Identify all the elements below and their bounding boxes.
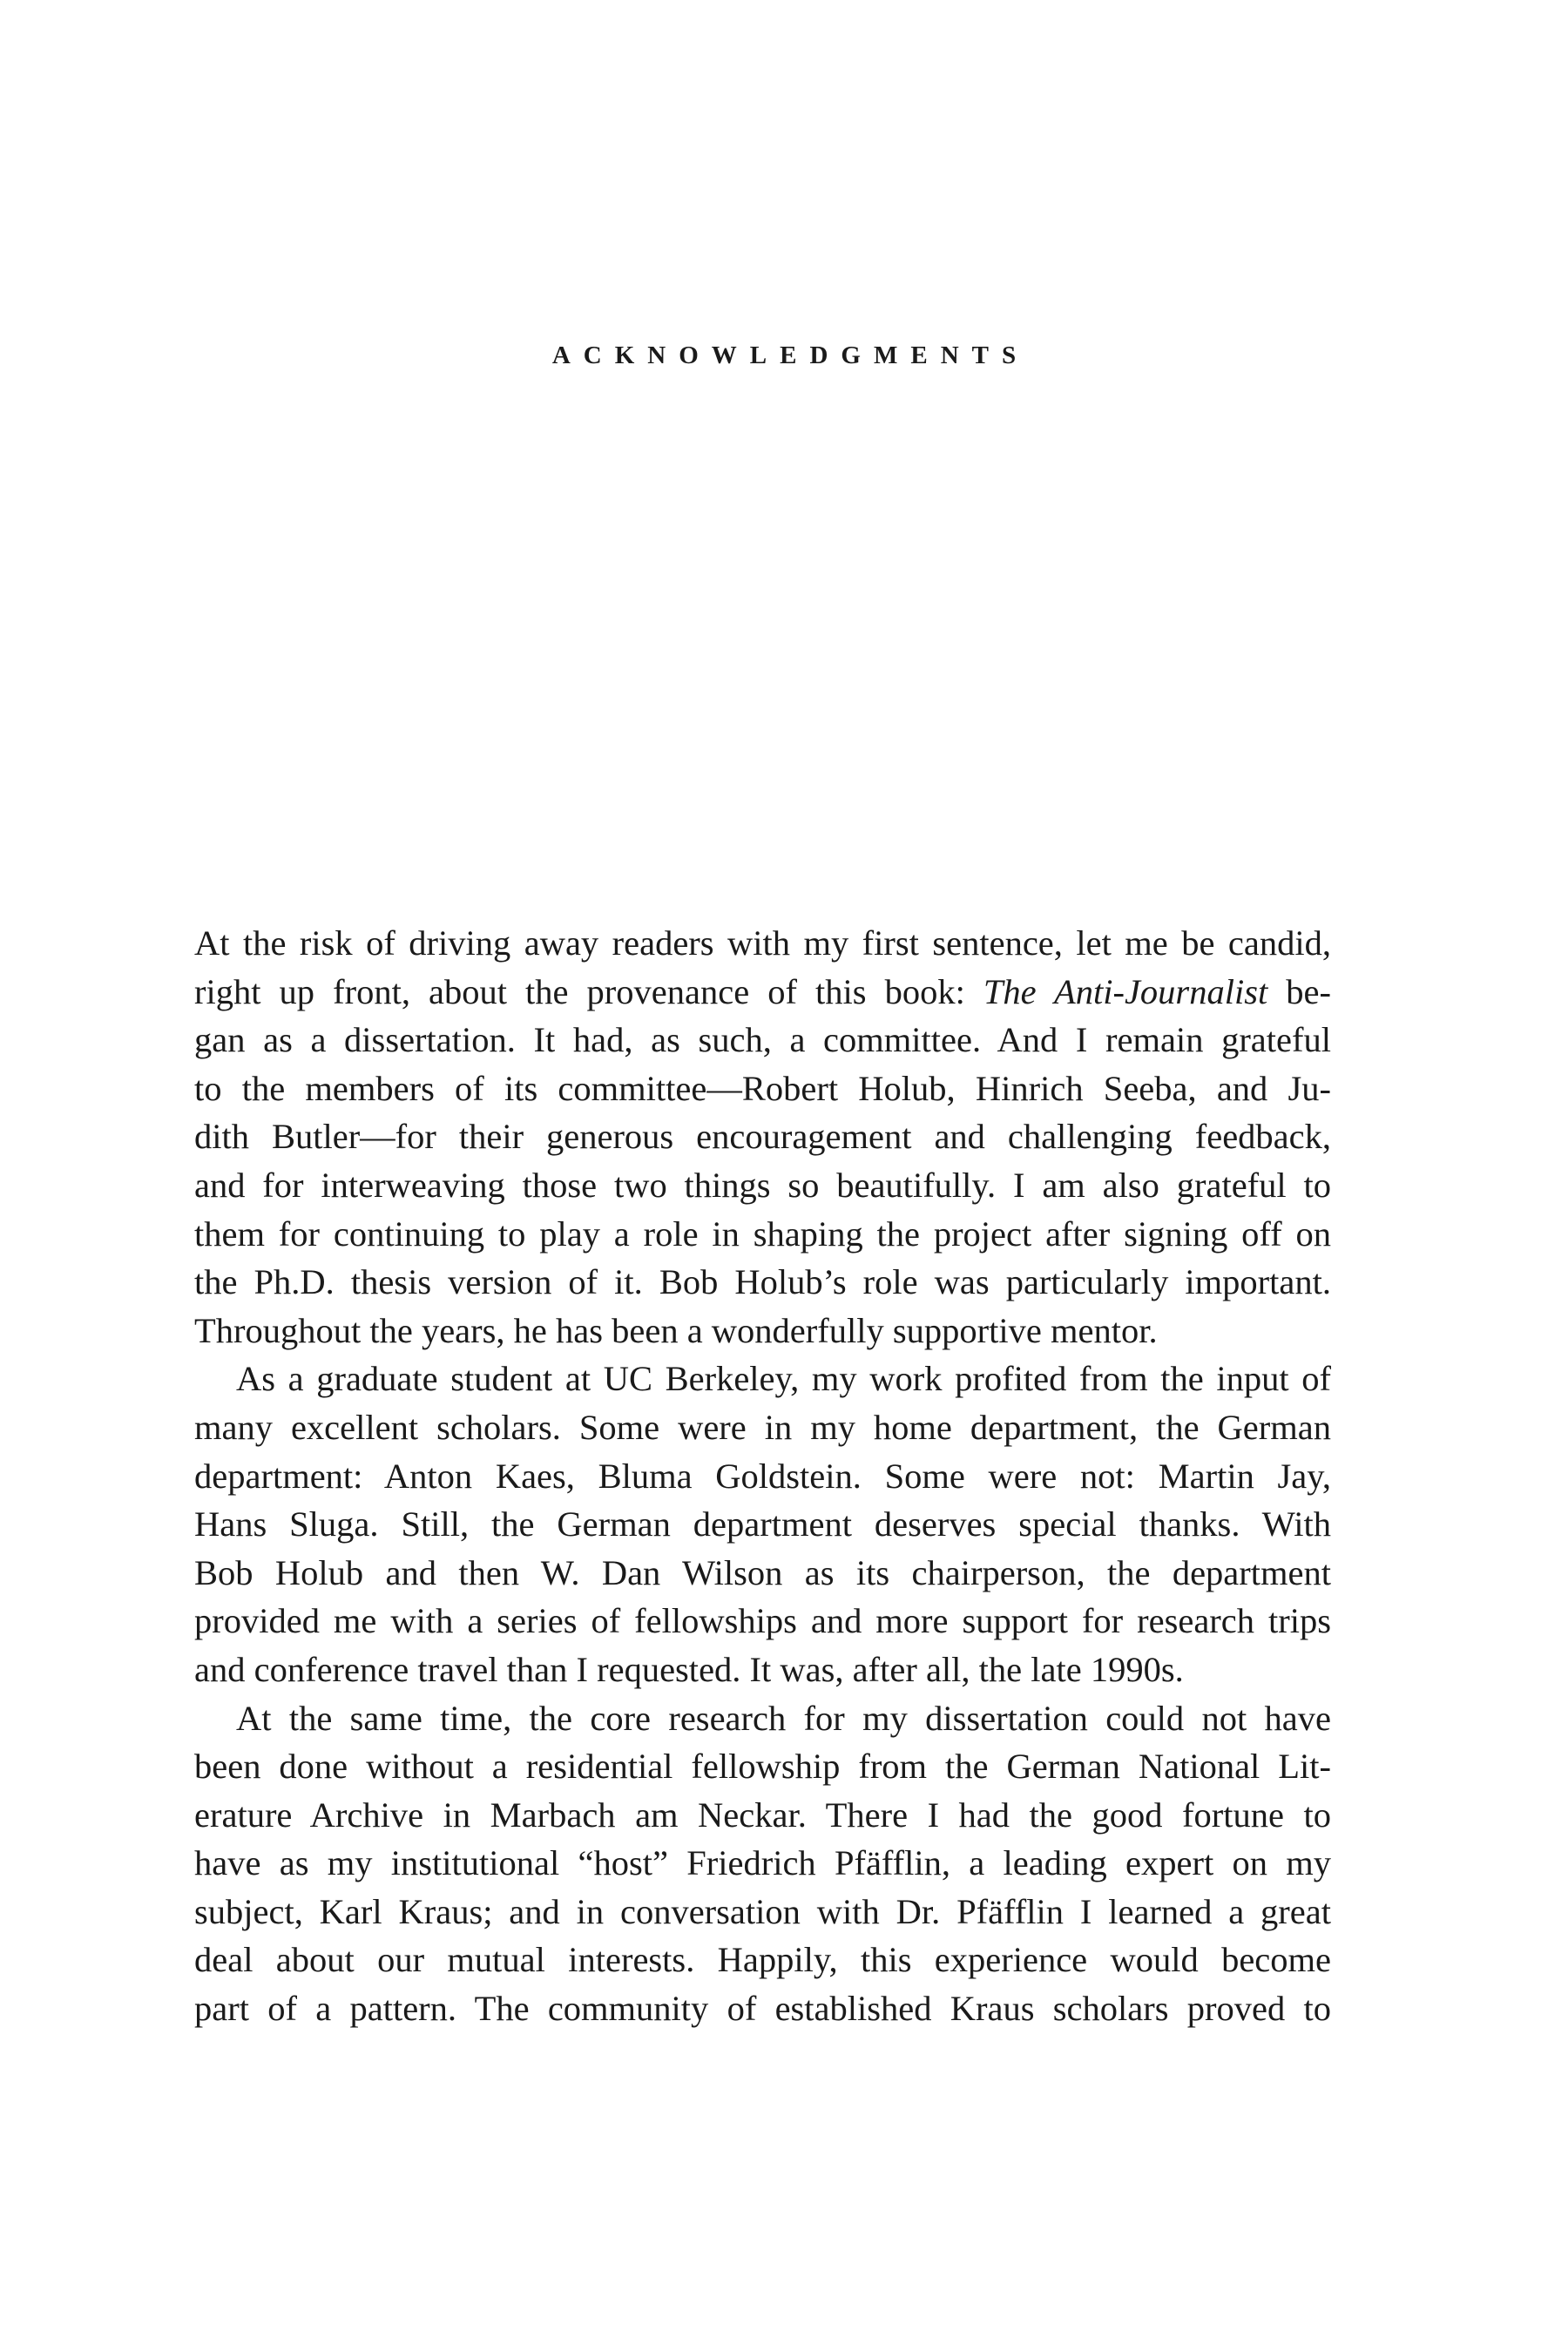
text-segment: right up front, about the provenance of this book: <box>194 971 983 1011</box>
text-line: At the same time, the core research for my dissertation could not have <box>236 1698 1331 1738</box>
paragraph-1 <box>194 919 1331 1355</box>
text-line: have as my institutional “host” Friedrich Pfäfflin, a leading expert on my <box>194 1843 1331 1883</box>
paragraph-2 <box>194 1355 1331 1693</box>
text-line: subject, Karl Kraus; and in conversation with Dr. Pfäfflin I learned a great <box>194 1891 1331 1931</box>
text-line: dith Butler—for their generous encouragement and challenging feedback, <box>194 1117 1331 1157</box>
text-line: the Ph.D. thesis version of it. Bob Holub’s role was particularly important. <box>194 1262 1331 1302</box>
text-line: many excellent scholars. Some were in my home department, the German <box>194 1407 1331 1447</box>
text-line: Bob Holub and then W. Dan Wilson as its chairperson, the department <box>194 1552 1331 1592</box>
text-line: gan as a dissertation. It had, as such, a committee. And I remain grateful <box>194 1020 1331 1060</box>
text-line: erature Archive in Marbach am Neckar. There I had the good fortune to <box>194 1794 1331 1835</box>
text-line: provided me with a series of fellowships and more support for research trips <box>194 1601 1331 1641</box>
text-line: deal about our mutual interests. Happily, this experience would become <box>194 1940 1331 1980</box>
text-line: and conference travel than I requested. It was, after all, the late 1990s. <box>194 1649 1184 1689</box>
text-line: Throughout the years, he has been a wonderfully supportive mentor. <box>194 1310 1158 1350</box>
text-line: and for interweaving those two things so beautifully. I am also grateful to <box>194 1165 1331 1205</box>
book-title: The Anti-Journalist <box>983 971 1268 1011</box>
text-line: part of a pattern. The community of established Kraus scholars proved to <box>194 1989 1331 2029</box>
text-line: to the members of its committee—Robert Holub, Hinrich Seeba, and Ju- <box>194 1068 1331 1108</box>
text-line: been done without a residential fellowship from the German National Lit- <box>194 1747 1331 1787</box>
body-text <box>194 919 1331 2033</box>
text-line: them for continuing to play a role in shaping the project after signing off on <box>194 1213 1331 1254</box>
text-line: Hans Sluga. Still, the German department deserves special thanks. With <box>194 1504 1331 1544</box>
paragraph-3 <box>194 1694 1331 2033</box>
page-heading: ACKNOWLEDGMENTS <box>551 341 1030 369</box>
text-line <box>194 968 1331 1017</box>
text-line: As a graduate student at UC Berkeley, my work profited from the input of <box>236 1359 1331 1399</box>
text-segment: be- <box>1267 971 1331 1011</box>
text-line: At the risk of driving away readers with my first sentence, let me be candid, <box>194 923 1331 963</box>
text-line: department: Anton Kaes, Bluma Goldstein. Some were not: Martin Jay, <box>194 1456 1331 1496</box>
